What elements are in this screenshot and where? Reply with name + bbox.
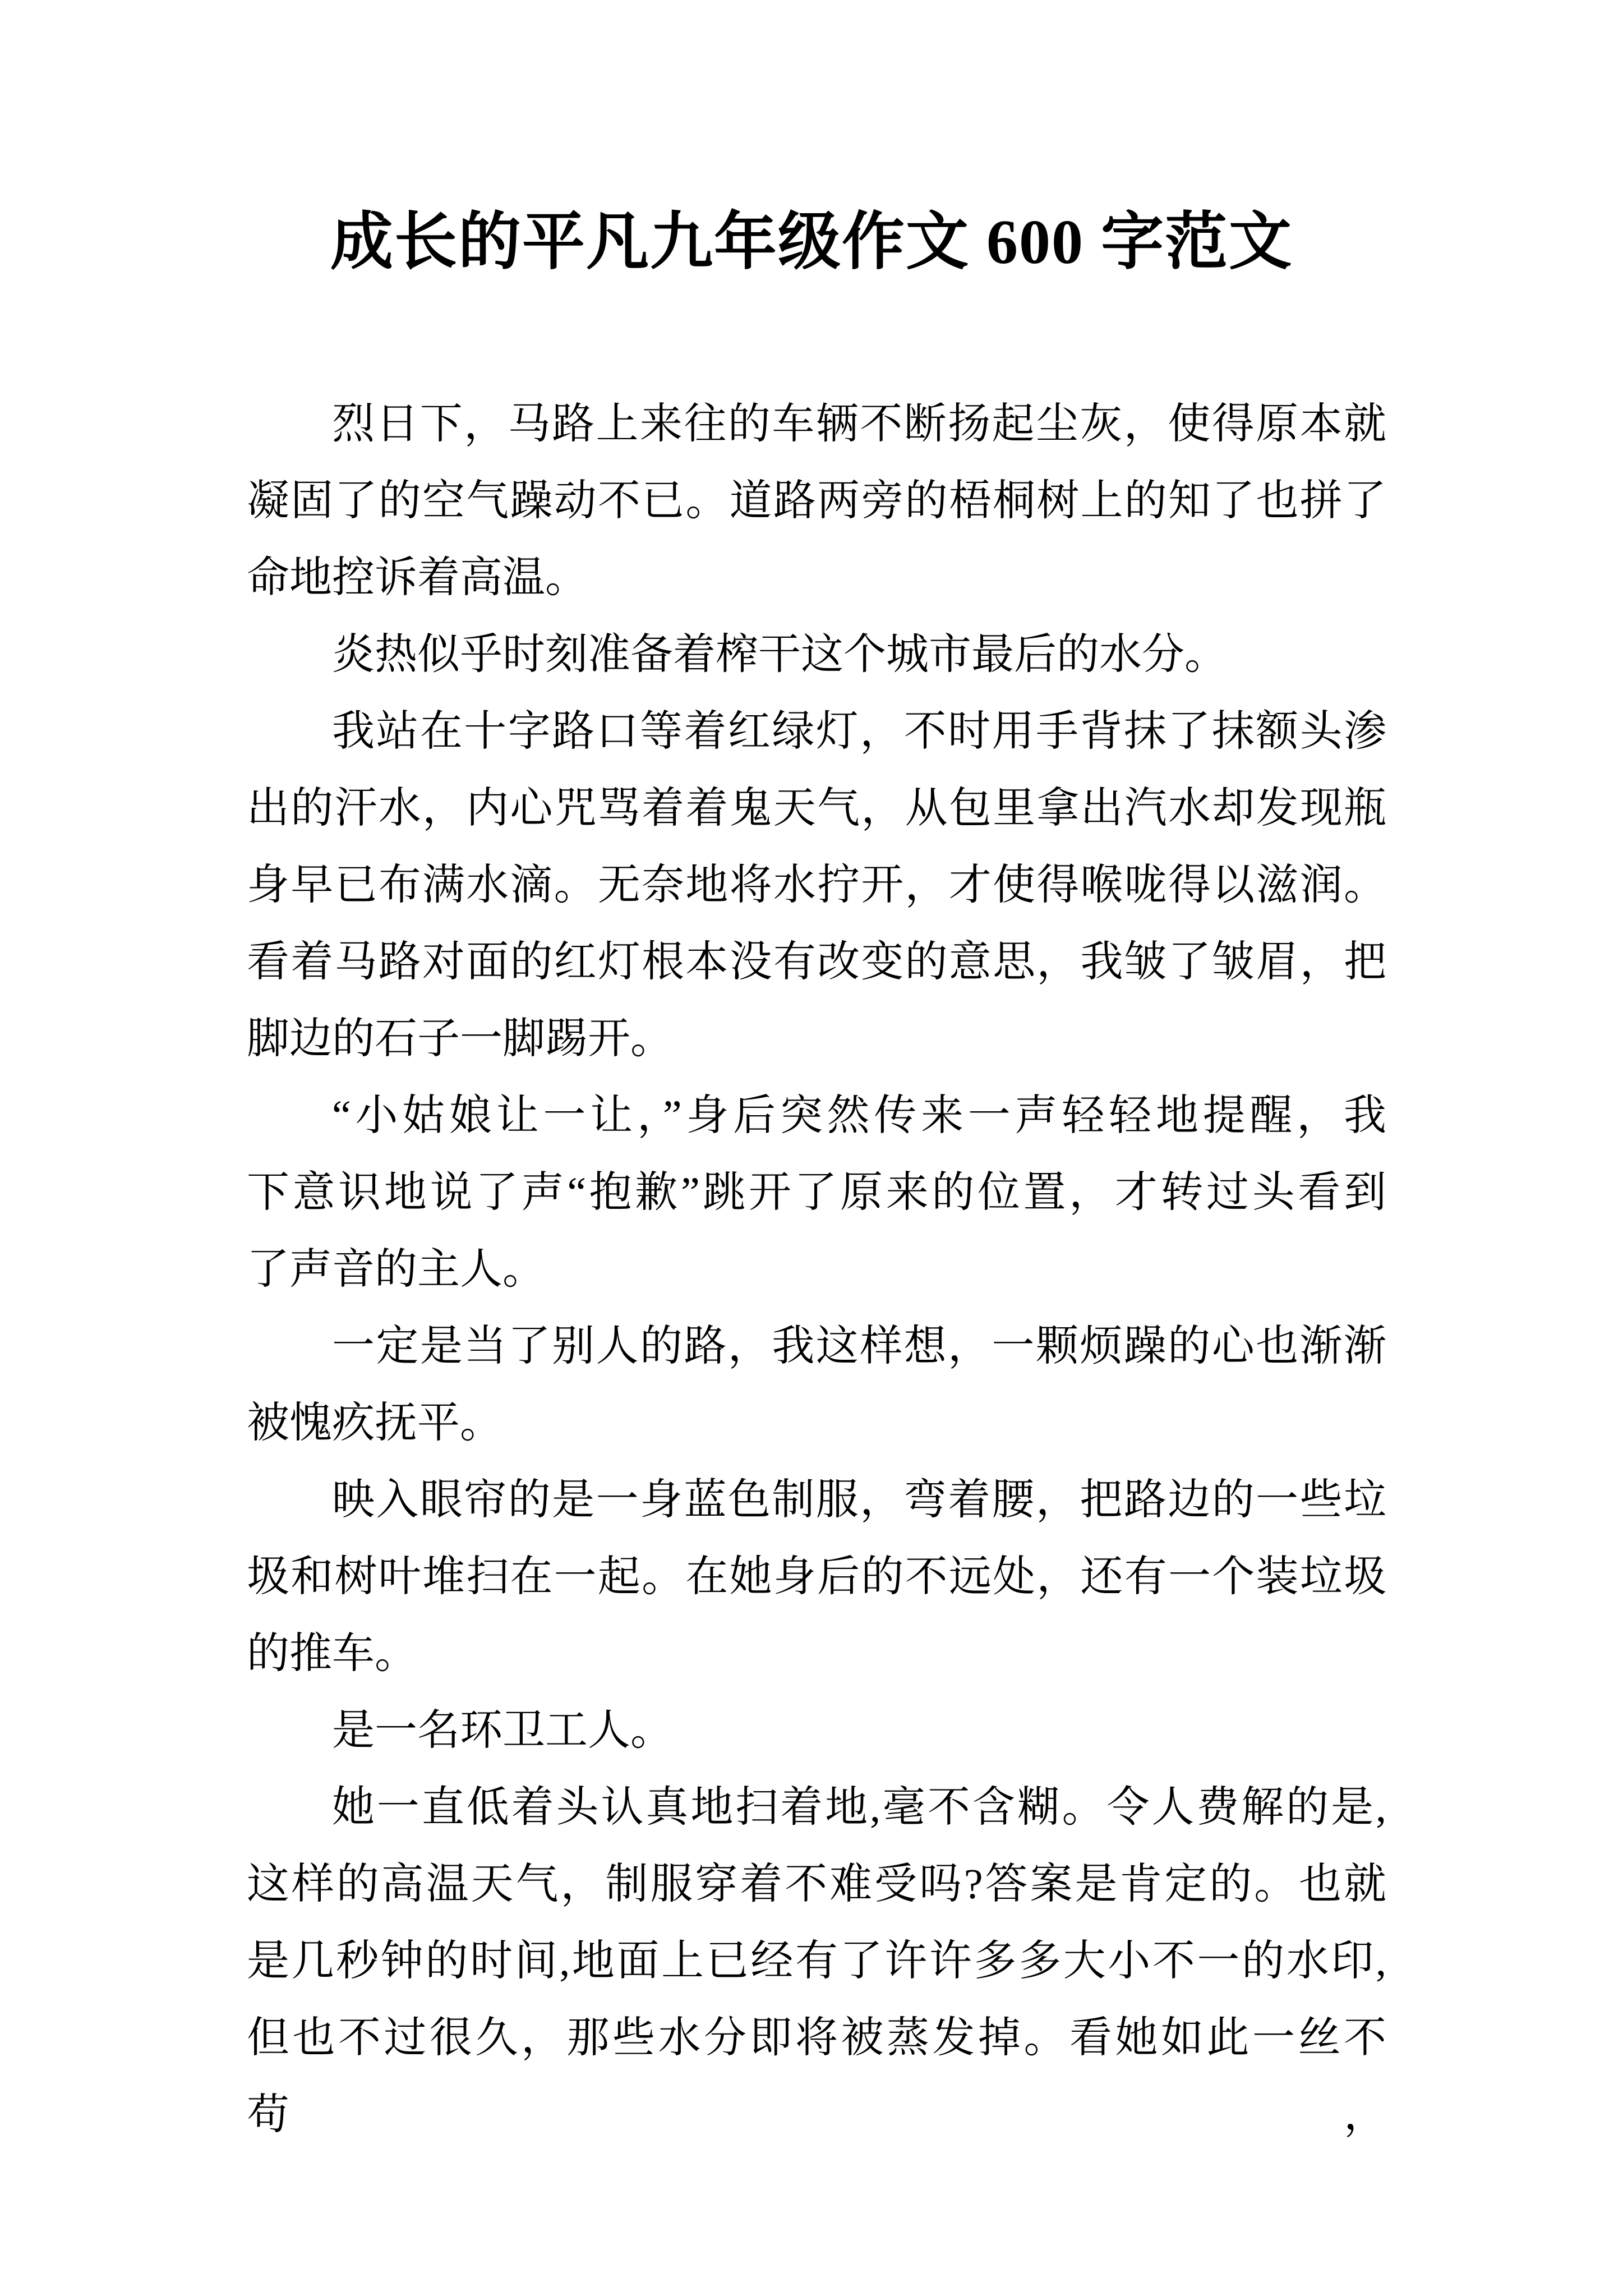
text-line: 身早已布满水滴。无奈地将水拧开，才使得喉咙得以滋润。	[247, 862, 1386, 909]
text-line: 她一直低着头认真地扫着地,毫不含糊。令人费解的是,	[332, 1784, 1386, 1831]
text-line: 映入眼帘的是一身蓝色制服，弯着腰，把路边的一些垃	[332, 1476, 1386, 1524]
text-line: 下意识地说了声“抱歉”跳开了原来的位置，才转过头看到	[247, 1169, 1386, 1216]
text-line: 看着马路对面的红灯根本没有改变的意思，我皱了皱眉，把	[247, 938, 1386, 986]
text-line: 是一名环卫工人。	[332, 1707, 673, 1754]
text-line: 烈日下，马路上来往的车辆不断扬起尘灰，使得原本就	[332, 401, 1386, 448]
text-line: 命地控诉着高温。	[247, 554, 588, 601]
text-line: 的推车。	[247, 1630, 417, 1677]
document-title: 成长的平凡九年级作文 600 字范文	[330, 208, 1293, 277]
text-line: 一定是当了别人的路，我这样想，一颗烦躁的心也渐渐	[332, 1323, 1386, 1370]
text-line: 但也不过很久，那些水分即将被蒸发掉。看她如此一丝不苟，	[247, 2014, 1386, 2138]
text-line: 被愧疚抚平。	[247, 1400, 502, 1447]
text-line: 炎热似乎时刻准备着榨干这个城市最后的水分。	[332, 631, 1227, 678]
text-line: “小姑娘让一让，”身后突然传来一声轻轻地提醒，我	[332, 1092, 1386, 1139]
text-line: 了声音的主人。	[247, 1246, 545, 1293]
text-line: 这样的高温天气，制服穿着不难受吗?答案是肯定的。也就	[247, 1861, 1386, 1908]
text-line: 是几秒钟的时间,地面上已经有了许许多多大小不一的水印,	[247, 1938, 1386, 1985]
text-line: 圾和树叶堆扫在一起。在她身后的不远处，还有一个装垃圾	[247, 1553, 1386, 1600]
document-body	[247, 386, 1386, 2138]
text-line: 我站在十字路口等着红绿灯，不时用手背抹了抹额头渗	[332, 708, 1386, 755]
text-line: 凝固了的空气躁动不已。道路两旁的梧桐树上的知了也拼了	[247, 477, 1386, 524]
text-line: 出的汗水，内心咒骂着着鬼天气，从包里拿出汽水却发现瓶	[247, 785, 1386, 832]
text-line: 脚边的石子一脚踢开。	[247, 1015, 673, 1062]
